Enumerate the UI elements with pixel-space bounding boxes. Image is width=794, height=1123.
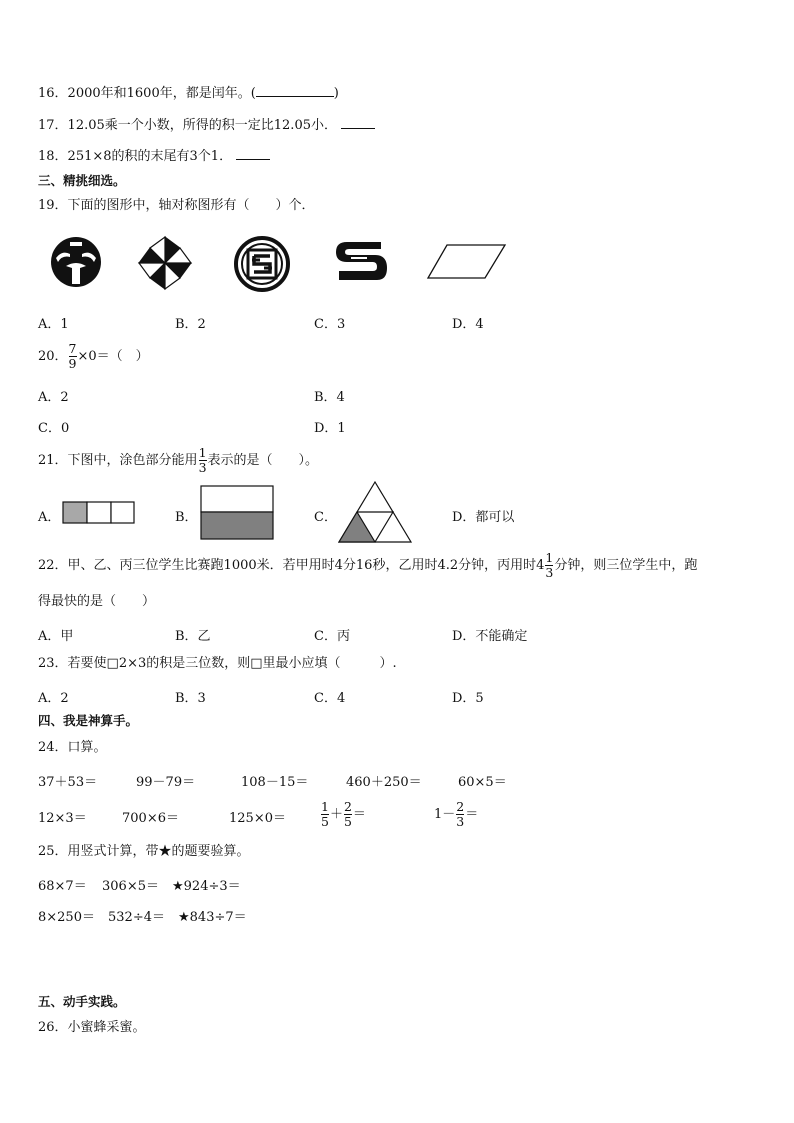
fraction: $\frac{1}{3}$ xyxy=(545,550,554,580)
option-d[interactable]: D．5 xyxy=(452,691,484,706)
calc-item: 460＋250＝ xyxy=(346,775,422,790)
option-c[interactable]: C．4 xyxy=(314,691,346,706)
option-d[interactable]: D．1 xyxy=(314,421,346,436)
bank-logo-icon xyxy=(234,236,290,292)
option-a-figure xyxy=(62,501,136,525)
question-22: 22．甲、乙、丙三位学生比赛跑1000米．若甲用时4分16秒，乙用时4.2分钟，丙用时4 $\frac{1}{3}$ 分钟，则三位学生中，跑 xyxy=(38,550,698,580)
calc-item-fraction-sum: $\frac{1}{5}$ ＋ $\frac{2}{5}$ ＝ xyxy=(321,799,366,829)
question-17 xyxy=(38,116,375,134)
parallelogram-icon xyxy=(427,244,507,280)
question-21: 21．下图中，涂色部分能用 $\frac{1}{3}$ 表示的是（ ）。 xyxy=(38,445,319,475)
question-text: 口算。 xyxy=(67,740,107,755)
question-text: 12.05乘一个小数，所得的积一定比12.05小． xyxy=(67,118,337,133)
option-c[interactable]: C．丙 xyxy=(314,629,350,644)
question-text: 2000年和1600年，都是闰年。( xyxy=(67,86,256,101)
s-logo-icon xyxy=(333,238,389,284)
option-c[interactable]: C．3 xyxy=(314,317,346,332)
question-number: 17． xyxy=(38,118,68,133)
option-a[interactable]: A．2 xyxy=(38,691,69,706)
pinwheel-icon xyxy=(136,234,194,292)
question-25 xyxy=(38,844,250,860)
question-text: 251×8的积的末尾有3个1． xyxy=(67,149,233,164)
question-number: 21． xyxy=(38,453,68,468)
question-number: 25． xyxy=(38,844,68,859)
question-number: 23． xyxy=(38,656,68,671)
calc-item: 60×5＝ xyxy=(458,775,507,790)
calc-item: 8×250＝ xyxy=(38,910,95,925)
question-number: 24． xyxy=(38,740,68,755)
option-b[interactable]: B．乙 xyxy=(175,629,211,644)
option-b[interactable]: B．2 xyxy=(175,317,206,332)
answer-blank[interactable] xyxy=(256,84,334,97)
option-c[interactable]: C． xyxy=(314,510,337,525)
anchor-logo-icon xyxy=(50,236,102,288)
section-heading-3: 三、精挑细选。 xyxy=(38,173,126,188)
question-16: 16．2000年和1600年，都是闰年。( ) xyxy=(38,86,339,101)
question-text: 下面的图形中，轴对称图形有（ ）个． xyxy=(67,198,315,213)
question-26 xyxy=(38,1020,146,1036)
option-b[interactable]: B．4 xyxy=(314,390,345,405)
question-24 xyxy=(38,740,107,756)
section-heading-4: 四、我是神算手。 xyxy=(38,713,139,728)
question-text: ×0＝（ ） xyxy=(77,349,149,364)
calc-item: ★843÷7＝ xyxy=(178,910,247,925)
fraction: $\frac{1}{3}$ xyxy=(198,445,207,475)
calc-item: ★924÷3＝ xyxy=(172,879,241,894)
question-text: 用竖式计算，带★的题要验算。 xyxy=(67,844,250,859)
option-c[interactable]: C．0 xyxy=(38,421,70,436)
option-a[interactable]: A． xyxy=(38,510,61,525)
option-c-figure xyxy=(337,480,413,544)
question-18 xyxy=(38,147,270,165)
question-23 xyxy=(38,656,397,672)
answer-blank[interactable] xyxy=(236,147,270,160)
calc-item: 37＋53＝ xyxy=(38,775,98,790)
option-a[interactable]: A．2 xyxy=(38,390,69,405)
option-d[interactable]: D．4 xyxy=(452,317,484,332)
option-d[interactable]: D．都可以 xyxy=(452,510,515,525)
question-number: 20． xyxy=(38,349,68,364)
calc-item-fraction-diff: 1－ $\frac{2}{3}$ ＝ xyxy=(434,799,479,829)
option-b[interactable]: B． xyxy=(175,510,198,525)
question-22-line2: 得最快的是（ ） xyxy=(38,594,156,609)
question-number: 18． xyxy=(38,149,68,164)
option-a[interactable]: A．1 xyxy=(38,317,69,332)
calc-item: 68×7＝ xyxy=(38,879,87,894)
question-20 xyxy=(38,340,149,374)
question-number: 22． xyxy=(38,558,68,573)
calc-item: 108－15＝ xyxy=(241,775,309,790)
option-b-figure xyxy=(200,485,274,541)
calc-item: 306×5＝ xyxy=(102,879,159,894)
question-text: 若要使□2×3的积是三位数，则□里最小应填（ ）. xyxy=(67,656,397,671)
question-number: 26． xyxy=(38,1020,68,1035)
calc-item: 532÷4＝ xyxy=(108,910,165,925)
question-19 xyxy=(38,198,315,214)
option-a[interactable]: A．甲 xyxy=(38,629,74,644)
fraction: $\frac{7}{9}$ xyxy=(68,341,77,371)
option-d[interactable]: D．不能确定 xyxy=(452,629,528,644)
answer-blank[interactable] xyxy=(341,116,375,129)
calc-item: 125×0＝ xyxy=(229,811,286,826)
question-number: 19． xyxy=(38,198,68,213)
option-b[interactable]: B．3 xyxy=(175,691,206,706)
calc-item: 700×6＝ xyxy=(122,811,179,826)
calc-item: 12×3＝ xyxy=(38,811,87,826)
question-text: 小蜜蜂采蜜。 xyxy=(67,1020,146,1035)
question-number: 16． xyxy=(38,86,68,101)
section-heading-5: 五、动手实践。 xyxy=(38,994,126,1009)
calc-item: 99－79＝ xyxy=(136,775,196,790)
